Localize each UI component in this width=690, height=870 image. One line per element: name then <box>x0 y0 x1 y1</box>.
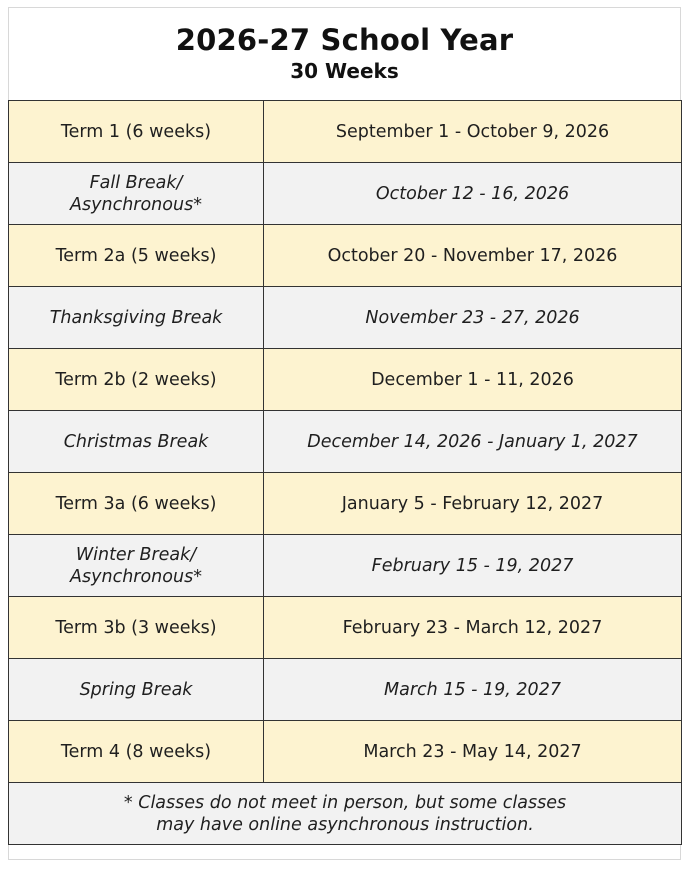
period-label: Fall Break/ <box>89 172 183 193</box>
period-cell <box>9 659 264 721</box>
period-cell <box>9 287 264 349</box>
table-row <box>9 659 682 721</box>
period-cell <box>9 101 264 163</box>
period-label: Spring Break <box>79 679 193 700</box>
table-row <box>9 535 682 597</box>
dates-cell: December 1 - 11, 2026 <box>264 349 682 411</box>
page-subtitle: 30 Weeks <box>290 59 399 83</box>
period-label: Term 2a (5 weeks) <box>55 245 217 266</box>
table-row <box>9 721 682 783</box>
footnote-cell <box>9 783 682 845</box>
school-year-calendar <box>8 7 681 860</box>
dates-cell: January 5 - February 12, 2027 <box>264 473 682 535</box>
table-row <box>9 225 682 287</box>
dates-cell: November 23 - 27, 2026 <box>264 287 682 349</box>
dates-cell: December 14, 2026 - January 1, 2027 <box>264 411 682 473</box>
period-cell <box>9 163 264 225</box>
period-label: Thanksgiving Break <box>49 307 223 328</box>
schedule-table <box>8 100 682 845</box>
period-label: Term 4 (8 weeks) <box>60 741 212 762</box>
table-row <box>9 287 682 349</box>
period-label: Term 3b (3 weeks) <box>55 617 217 638</box>
period-label: Asynchronous* <box>70 566 202 587</box>
period-label: Term 3a (6 weeks) <box>55 493 217 514</box>
table-row <box>9 101 682 163</box>
table-row <box>9 597 682 659</box>
period-cell <box>9 535 264 597</box>
dates-cell: March 15 - 19, 2027 <box>264 659 682 721</box>
dates-cell: February 23 - March 12, 2027 <box>264 597 682 659</box>
period-label: Winter Break/ <box>75 544 197 565</box>
table-row <box>9 473 682 535</box>
period-label: Christmas Break <box>63 431 209 452</box>
period-cell <box>9 473 264 535</box>
footnote-row <box>9 783 682 845</box>
dates-cell: March 23 - May 14, 2027 <box>264 721 682 783</box>
dates-cell: September 1 - October 9, 2026 <box>264 101 682 163</box>
period-label: Term 1 (6 weeks) <box>60 121 212 142</box>
calendar-header <box>9 8 680 100</box>
footnote-text: * Classes do not meet in person, but some classes <box>123 792 567 813</box>
table-row <box>9 163 682 225</box>
dates-cell: October 20 - November 17, 2026 <box>264 225 682 287</box>
period-cell <box>9 225 264 287</box>
footnote-text: may have online asynchronous instruction. <box>156 814 534 835</box>
period-label: Term 2b (2 weeks) <box>55 369 217 390</box>
dates-cell: February 15 - 19, 2027 <box>264 535 682 597</box>
period-cell <box>9 349 264 411</box>
period-cell <box>9 597 264 659</box>
period-cell <box>9 721 264 783</box>
period-cell <box>9 411 264 473</box>
period-label: Asynchronous* <box>70 194 202 215</box>
page-title: 2026-27 School Year <box>175 23 514 57</box>
dates-cell: October 12 - 16, 2026 <box>264 163 682 225</box>
table-row <box>9 411 682 473</box>
table-row <box>9 349 682 411</box>
